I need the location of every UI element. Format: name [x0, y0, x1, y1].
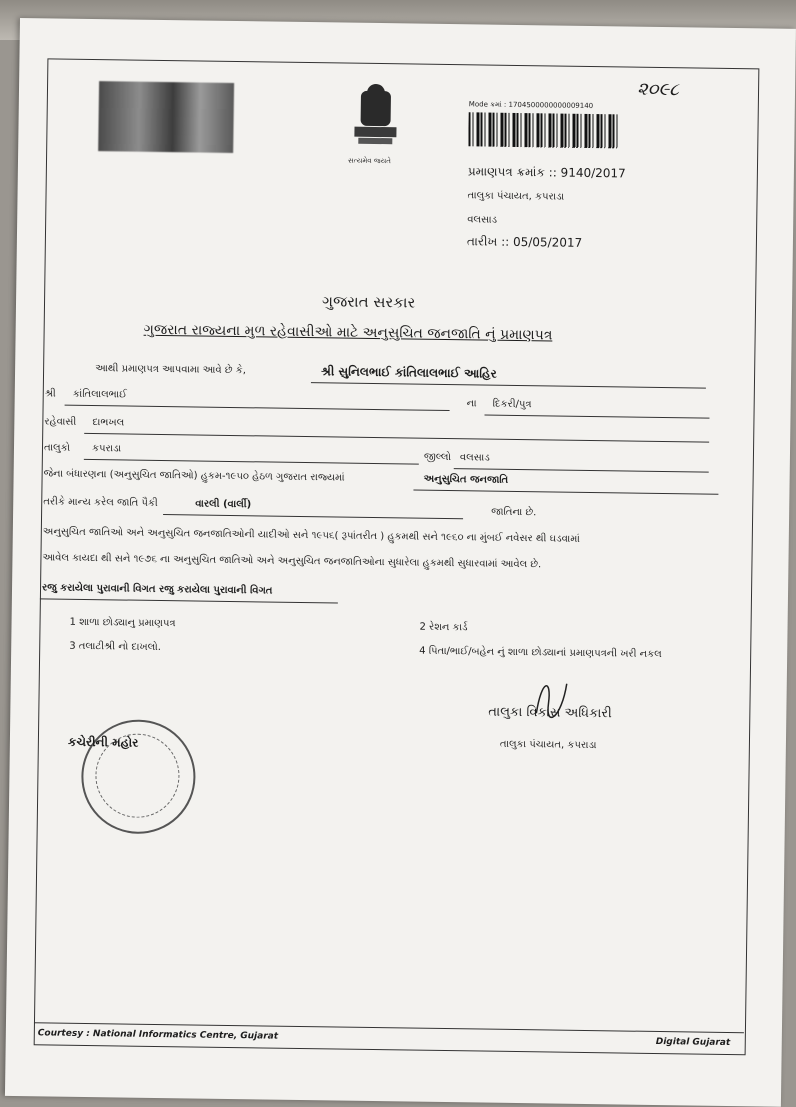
certificate-number: પ્રમાણપત્ર ક્રમાંક :: 9140/2017	[467, 164, 626, 181]
paragraph-line-1: અનુસુચિત જાતિઓ અને અનુસુચિત જનજાતિઓની યાદીઓ સને ૧૯૫૬( રૂપાંતરીત ) હુકમથી સને ૧૯૬૦ ના મુંબઈ નવેસર થી ઘડવામાં	[42, 526, 580, 545]
page-number: ૨૦૯૮	[636, 78, 680, 101]
recognized-text: તરીકે માન્ય કરેલ જાતિ પૈકી	[43, 496, 158, 509]
footer-courtesy: Courtesy : National Informatics Centre, Gujarat	[37, 1028, 279, 1042]
shri-label: શ્રી	[44, 388, 56, 400]
intro-text: આથી પ્રમાણપત્ર આપવામા આવે છે કે,	[95, 363, 247, 377]
certificate-page	[5, 18, 796, 1107]
relation: દિકરી/પુત્ર	[492, 398, 532, 411]
holder-name: શ્રી સુનિલભાઈ કાંતિલાલભાઈ આહિર	[320, 364, 497, 381]
state-emblem-icon	[340, 80, 411, 166]
proof-heading: રજુ કરાયેલા પુરાવાની વિગત રજુ કરાયેલા પુરાવાની વિગત	[41, 582, 273, 597]
barcode-text: Mode ક્રમાં : 1704500000000009140	[468, 100, 594, 111]
paragraph-line-2: આવેલ કાયદા થી સને ૧૯૭૬ ના અનુસુચિત જાતિઓ અને અનુસુચિત જનજાતિઓના સુધારેલા હુકમથી સુધારવામાં આવેલ છે.	[42, 552, 542, 571]
emblem-caption: સત્યમેવ જયતે	[347, 156, 391, 166]
issue-date: તારીખ :: 05/05/2017	[466, 234, 583, 250]
proof-item-4: 4 પિતા/ભાઈ/બહેન નું શાળા છોડ્યાનાં પ્રમાણપત્રની ખરી નકલ	[419, 645, 662, 661]
taluka: કપરાડા	[91, 443, 122, 455]
photo-strip	[98, 81, 234, 153]
village: દાભખલ	[92, 417, 125, 429]
resident-label: રહેવાસી	[44, 416, 77, 428]
barcode	[468, 112, 618, 148]
signatory-office: તાલુકા પંચાયત, કપરાડા	[499, 738, 597, 752]
district: વલસાડ	[459, 452, 490, 464]
seal-label: કચેરીની મહોર	[67, 734, 139, 750]
government-title: ગુજરાત સરકાર	[321, 292, 416, 312]
office-header: તાલુકા પંચાયત, કપરાડા	[467, 190, 565, 203]
order-text: જેના બંધારણના (અનુસુચિત જાતિઓ) હુકમ-૧૯૫૦ હેઠળ ગુજરાત રાજ્યમાં	[43, 468, 345, 484]
caste-suffix: જાતિના છે.	[491, 506, 537, 519]
taluka-label: તાલુકો	[43, 442, 71, 454]
proof-item-2: 2 રેશન કાર્ડ	[419, 621, 468, 634]
caste: વારલી (વાર્લી)	[195, 498, 252, 511]
father-name: કાંતિલાલભાઈ	[72, 388, 127, 401]
district-label: જીલ્લો	[423, 451, 452, 464]
footer-digital-gujarat: Digital Gujarat	[655, 1036, 731, 1049]
proof-item-3: 3 તલાટીશ્રી નો દાખલો.	[69, 640, 161, 654]
signatory-title: તાલુકા વિકાસ અધિકારી	[488, 704, 612, 722]
district-header: વલસાડ	[467, 214, 498, 226]
na-label: ના	[466, 398, 477, 410]
category: અનુસુચિત જનજાતિ	[423, 473, 509, 486]
proof-item-1: 1 શાળા છોડ્યાનુ પ્રમાણપત્ર	[69, 616, 176, 630]
certificate-title: ગુજરાત રાજ્યના મુળ રહેવાસીઓ માટે અનુસુચિત જનજાતિ નું પ્રમાણપત્ર	[143, 321, 553, 344]
